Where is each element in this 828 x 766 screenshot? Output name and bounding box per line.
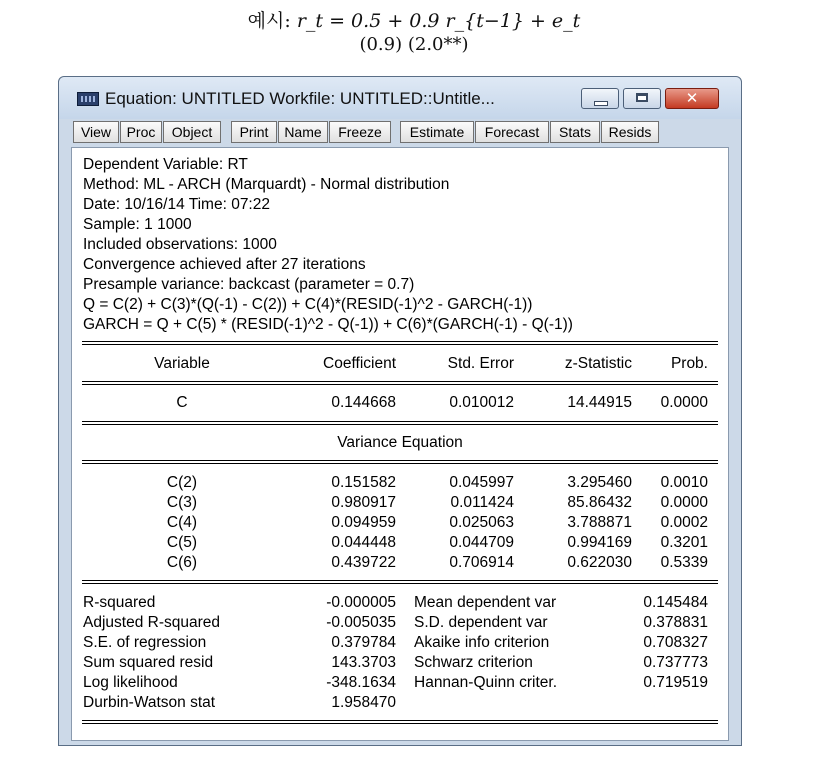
- table-cell-std-error: 0.045997: [449, 474, 514, 491]
- stat-value: 0.708327: [643, 634, 708, 651]
- table-cell-coefficient: 0.044448: [331, 534, 396, 551]
- sample-line: Sample: 1 1000: [83, 216, 192, 233]
- stat-value: 143.3703: [331, 654, 396, 671]
- stat-label: Mean dependent var: [414, 594, 557, 611]
- table-cell-std-error: 0.706914: [449, 554, 514, 571]
- table-cell-coefficient: 0.980917: [331, 494, 396, 511]
- table-cell-coefficient: 0.439722: [331, 554, 396, 571]
- table-cell-std-error: 0.011424: [450, 494, 514, 511]
- stats-button[interactable]: Stats: [550, 121, 600, 143]
- column-header-std-error: Std. Error: [447, 355, 514, 372]
- table-cell-z-statistic: 0.994169: [567, 534, 632, 551]
- stat-label: Log likelihood: [83, 674, 178, 691]
- resids-button[interactable]: Resids: [601, 121, 659, 143]
- table-cell-variable: C(3): [166, 494, 198, 511]
- table-divider: [82, 381, 718, 385]
- minimize-button[interactable]: [581, 88, 619, 109]
- close-button[interactable]: [665, 88, 719, 109]
- table-divider: [82, 460, 718, 464]
- window-titlebar[interactable]: [59, 77, 741, 119]
- stat-label: S.D. dependent var: [414, 614, 548, 631]
- stat-label: S.E. of regression: [83, 634, 207, 651]
- table-cell-std-error: 0.044709: [449, 534, 514, 551]
- table-cell-prob: 0.5339: [660, 554, 708, 571]
- maximize-icon: [636, 93, 648, 102]
- observations-line: Included observations: 1000: [83, 236, 277, 253]
- estimate-button[interactable]: Estimate: [400, 121, 474, 143]
- table-divider: [82, 720, 718, 724]
- table-cell-z-statistic: 14.44915: [567, 394, 632, 411]
- table-cell-variable: C: [176, 394, 188, 411]
- stat-label: Adjusted R-squared: [83, 614, 220, 631]
- table-cell-prob: 0.3201: [660, 534, 708, 551]
- table-cell-variable: C(4): [166, 514, 198, 531]
- table-cell-prob: 0.0000: [660, 394, 708, 411]
- table-cell-coefficient: 0.144668: [331, 394, 396, 411]
- presample-line: Presample variance: backcast (parameter = 0.7): [83, 276, 415, 293]
- stat-value: -348.1634: [326, 674, 396, 691]
- table-cell-std-error: 0.025063: [449, 514, 514, 531]
- table-cell-z-statistic: 3.788871: [567, 514, 632, 531]
- table-divider: [82, 580, 718, 584]
- example-equation-caption: [0, 6, 828, 33]
- stat-value: 0.719519: [643, 674, 708, 691]
- stat-value: 0.379784: [331, 634, 396, 651]
- table-cell-prob: 0.0000: [660, 494, 708, 511]
- equation-window: [58, 76, 742, 746]
- print-button[interactable]: Print: [231, 121, 277, 143]
- table-cell-z-statistic: 0.622030: [567, 554, 632, 571]
- example-equation: r_t = 0.5 + 0.9 r_{t−1} + e_t: [296, 10, 581, 32]
- table-cell-prob: 0.0002: [660, 514, 708, 531]
- variance-equation-title: Variance Equation: [337, 434, 463, 451]
- table-cell-coefficient: 0.151582: [331, 474, 396, 491]
- method-line: Method: ML - ARCH (Marquardt) - Normal distribution: [83, 176, 450, 193]
- stat-label: Durbin-Watson stat: [83, 694, 216, 711]
- equation-window-icon: [77, 92, 99, 106]
- q-equation-line: Q = C(2) + C(3)*(Q(-1) - C(2)) + C(4)*(RESID(-1)^2 - GARCH(-1)): [83, 296, 533, 313]
- stat-value: -0.005035: [326, 614, 396, 631]
- table-cell-variable: C(5): [166, 534, 198, 551]
- stat-value: -0.000005: [326, 594, 396, 611]
- dependent-variable-line: Dependent Variable: RT: [83, 156, 248, 173]
- stat-label: R-squared: [83, 594, 156, 611]
- stat-label: Sum squared resid: [83, 654, 214, 671]
- date-line: Date: 10/16/14 Time: 07:22: [83, 196, 270, 213]
- close-icon: ✕: [685, 89, 699, 107]
- stat-value: 0.378831: [643, 614, 708, 631]
- stat-value: 0.145484: [643, 594, 708, 611]
- stat-label: Hannan-Quinn criter.: [414, 674, 558, 691]
- column-header-prob: Prob.: [670, 355, 708, 372]
- table-cell-std-error: 0.010012: [449, 394, 514, 411]
- table-cell-prob: 0.0010: [660, 474, 708, 491]
- stat-value: 1.958470: [331, 694, 396, 711]
- object-button[interactable]: Object: [163, 121, 221, 143]
- table-cell-coefficient: 0.094959: [331, 514, 396, 531]
- minimize-icon: [594, 101, 608, 106]
- forecast-button[interactable]: Forecast: [475, 121, 549, 143]
- convergence-line: Convergence achieved after 27 iterations: [83, 256, 366, 273]
- example-tstat-caption: (0.9) (2.0**): [359, 34, 469, 55]
- table-cell-variable: C(2): [166, 474, 198, 491]
- table-cell-z-statistic: 3.295460: [567, 474, 632, 491]
- column-header-coefficient: Coefficient: [323, 355, 396, 372]
- stat-value: 0.737773: [643, 654, 708, 671]
- table-divider: [82, 341, 718, 345]
- table-cell-variable: C(6): [166, 554, 198, 571]
- proc-button[interactable]: Proc: [120, 121, 162, 143]
- table-divider: [82, 421, 718, 425]
- stat-label: Akaike info criterion: [414, 634, 550, 651]
- example-label: 예시:: [247, 10, 291, 32]
- stat-label: Schwarz criterion: [414, 654, 533, 671]
- column-header-z-statistic: z-Statistic: [564, 355, 632, 372]
- maximize-button[interactable]: [623, 88, 661, 109]
- estimation-output[interactable]: [71, 147, 729, 741]
- window-title: Equation: UNTITLED Workfile: UNTITLED::Untitle...: [105, 89, 495, 108]
- view-button[interactable]: View: [73, 121, 119, 143]
- freeze-button[interactable]: Freeze: [329, 121, 391, 143]
- table-cell-z-statistic: 85.86432: [567, 494, 632, 511]
- column-header-variable: Variable: [154, 355, 210, 372]
- garch-equation-line: GARCH = Q + C(5) * (RESID(-1)^2 - Q(-1)) + C(6)*(GARCH(-1) - Q(-1)): [83, 316, 573, 333]
- name-button[interactable]: Name: [278, 121, 328, 143]
